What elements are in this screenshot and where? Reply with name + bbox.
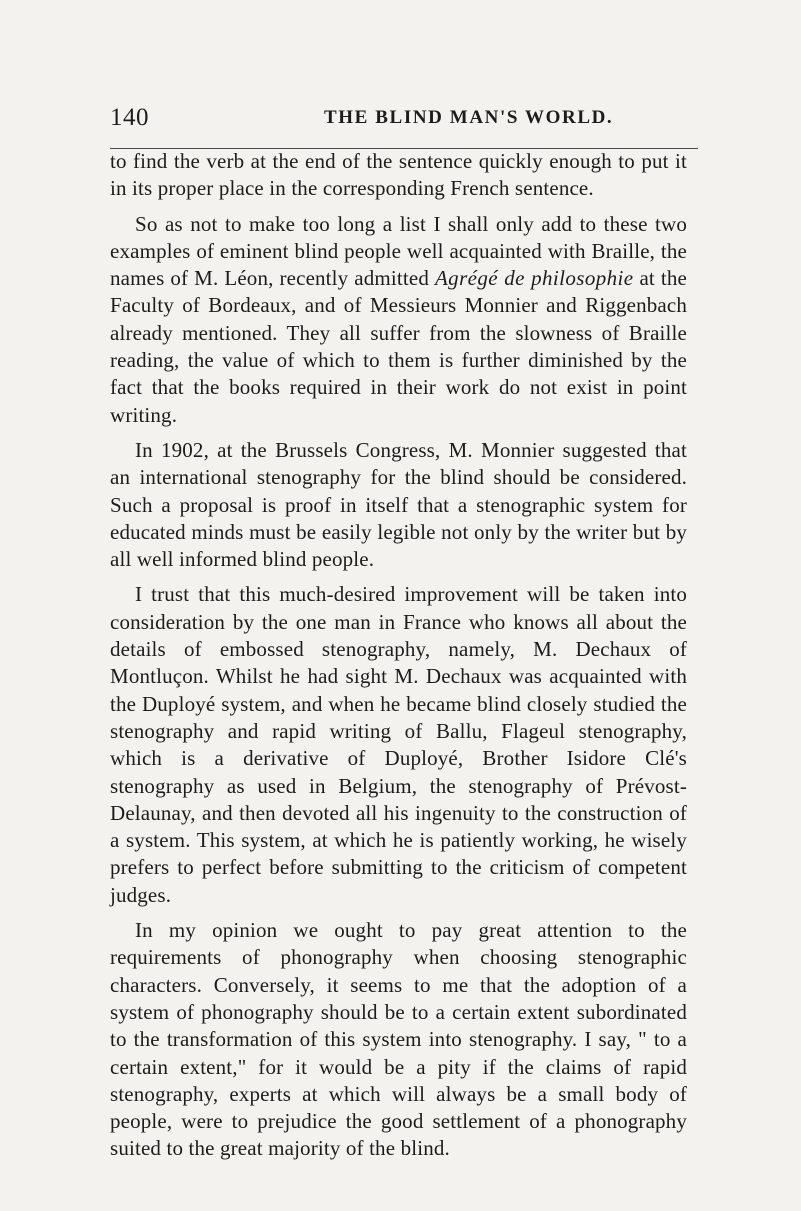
paragraph-5: In my opinion we ought to pay great attention to the requirements of phonography when choosing stenographic characters. Conversely, it seems to me that the adoption of a system of phonography should be to a certain extent subordinated to the transformation of this system into stenography. I say, " to a certain extent," for it would be a pity if the claims of rapid stenography, experts at which will always be a small body of people, were to prejudice the good settlement of a phonography suited to the great majority of the blind. — [110, 918, 687, 1161]
paragraph-2 — [110, 211, 687, 429]
paragraph-2-after: at the Faculty of Bordeaux, and of Messieurs Monnier and Riggenbach already mentioned. They all suffer from the slowness of Braille reading, the value of which to them is further diminished by the fact that the books required in their work do not exist in point writing. — [110, 266, 688, 427]
body-text — [110, 148, 687, 1171]
paragraph-3: In 1902, at the Brussels Congress, M. Monnier suggested that an international stenography for the blind should be considered. Such a proposal is proof in itself that a stenographic system for educated minds must be easily legible not only by the writer but by all well informed blind people. — [110, 437, 687, 572]
page-header — [110, 104, 698, 132]
paragraph-2-before: So as not to make too long a list I shall only add to these two examples of eminent blind people well acquainted with Braille, the names of M. Léon, recently admitted — [110, 211, 687, 291]
paragraph-4: I trust that this much-desired improvement will be taken into consideration by the one man in France who knows all about the details of embossed stenography, namely, M. Dechaux of Montluçon. Whilst he had sight M. Dechaux was acquainted with the Duployé system, and when he became blind closely studied the stenography and rapid writing of Ballu, Flageul stenography, which is a derivative of Duployé, Brother Isidore Clé's stenography as used in Belgium, the stenography of Prévost-Delaunay, and then devoted all his ingenuity to the construction of a system. This system, at which he is patiently working, he wisely prefers to perfect before submitting to the criticism of competent judges. — [110, 582, 687, 907]
paragraph-1: to find the verb at the end of the sentence quickly enough to put it in its proper place in the corresponding French sentence. — [110, 149, 687, 201]
paragraph-2-italic-term: Agrégé de philosophie — [434, 266, 634, 291]
running-title: THE BLIND MAN'S WORLD. — [324, 107, 614, 128]
page-number: 140 — [110, 104, 149, 131]
